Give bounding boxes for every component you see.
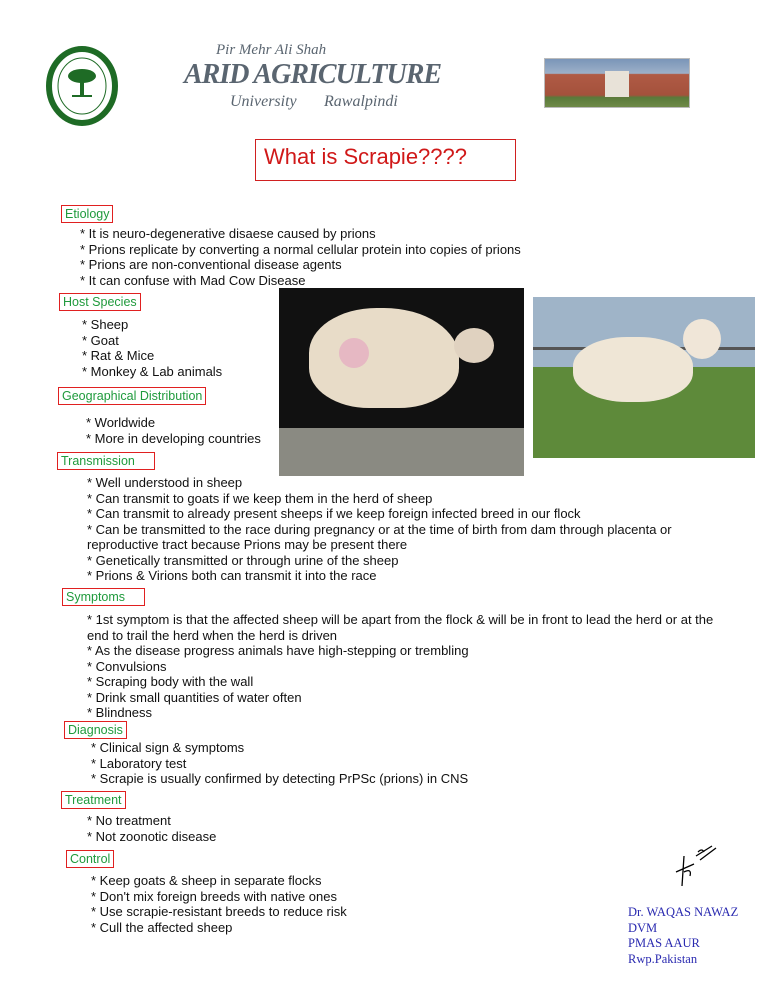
author-name: Dr. WAQAS NAWAZ [628, 905, 739, 919]
logo-line-1: Pir Mehr Ali Shah [216, 42, 327, 58]
list-item: * Goat [82, 332, 119, 348]
list-item: * Well understood in sheep [87, 475, 243, 490]
symptoms-list [87, 612, 713, 721]
handwritten-signature [672, 842, 722, 890]
list-item: * Prions & Virions both can transmit it into the race [87, 568, 377, 583]
logo-line-2: ARID AGRICULTURE [184, 59, 442, 90]
treatment-list [87, 813, 216, 844]
control-list [91, 873, 347, 935]
list-item: * Rat & Mice [82, 348, 155, 363]
list-item: * Can be transmitted to the race during pregnancy or at the time of birth from dam through placenta or [87, 521, 672, 537]
distribution-list [86, 415, 261, 446]
list-item: * Worldwide [86, 415, 156, 430]
section-heading-transmission: Transmission [57, 452, 155, 470]
list-item: * As the disease progress animals have high-stepping or trembling [87, 643, 469, 658]
list-item: * It is neuro-degenerative disaese caused by prions [80, 226, 376, 241]
list-item: * Cull the affected sheep [91, 919, 233, 935]
list-item: * Not zoonotic disease [87, 828, 217, 844]
list-item: * Can transmit to goats if we keep them in the herd of sheep [87, 490, 433, 506]
author-signature-block [628, 905, 738, 967]
section-heading-control: Control [66, 850, 114, 868]
section-heading-host-species: Host Species [59, 293, 141, 311]
list-item: reproductive tract because Prions may be present there [87, 537, 408, 552]
logo-line-3a: University [230, 93, 297, 110]
author-location: Rwp.Pakistan [628, 951, 698, 966]
list-item: * Don't mix foreign breeds with native ones [91, 888, 337, 904]
university-seal-logo [46, 46, 118, 126]
page-title: What is Scrapie???? [255, 139, 516, 181]
list-item: * Clinical sign & symptoms [91, 740, 245, 755]
section-heading-etiology: Etiology [61, 205, 113, 223]
campus-building-photo [544, 58, 690, 108]
diagnosis-list [91, 740, 468, 787]
list-item: * It can confuse with Mad Cow Disease [80, 272, 306, 288]
author-degree: DVM [628, 920, 658, 935]
section-heading-diagnosis: Diagnosis [64, 721, 127, 739]
list-item: * Can transmit to already present sheeps if we keep foreign infected breed in our flock [87, 506, 581, 521]
scrapie-sheep-photo-1 [279, 288, 524, 476]
university-wordmark-logo [184, 42, 444, 122]
list-item: * Use scrapie-resistant breeds to reduce risk [91, 904, 347, 919]
list-item: * Convulsions [87, 658, 167, 674]
list-item: * Prions are non-conventional disease agents [80, 257, 342, 272]
list-item: * Keep goats & sheep in separate flocks [91, 873, 322, 888]
section-heading-symptoms: Symptoms [62, 588, 145, 606]
list-item: * Prions replicate by converting a normal cellular protein into copies of prions [80, 241, 521, 257]
logo-line-3b: Rawalpindi [324, 93, 398, 110]
transmission-list [87, 475, 672, 584]
section-heading-geographical-distribution: Geographical Distribution [58, 387, 206, 405]
list-item: * Scraping body with the wall [87, 674, 254, 689]
list-item: * More in developing countries [86, 430, 261, 446]
list-item: * Drink small quantities of water often [87, 689, 302, 705]
list-item: * Scrapie is usually confirmed by detecting PrPSc (prions) in CNS [91, 771, 469, 786]
list-item: * No treatment [87, 813, 171, 828]
list-item: * Laboratory test [91, 755, 187, 771]
list-item: * Sheep [82, 317, 129, 332]
list-item: * Genetically transmitted or through urine of the sheep [87, 552, 399, 568]
author-organization: PMAS AAUR [628, 936, 700, 950]
list-item: * Blindness [87, 705, 153, 720]
list-item: end to trail the herd when the herd is driven [87, 627, 338, 643]
host-species-list [82, 317, 222, 379]
list-item: * 1st symptom is that the affected sheep will be apart from the flock & will be in front to lead the herd or at the [87, 612, 714, 627]
section-heading-treatment: Treatment [61, 791, 126, 809]
etiology-list [80, 226, 521, 288]
scrapie-sheep-photo-2 [533, 297, 755, 458]
list-item: * Monkey & Lab animals [82, 363, 223, 379]
